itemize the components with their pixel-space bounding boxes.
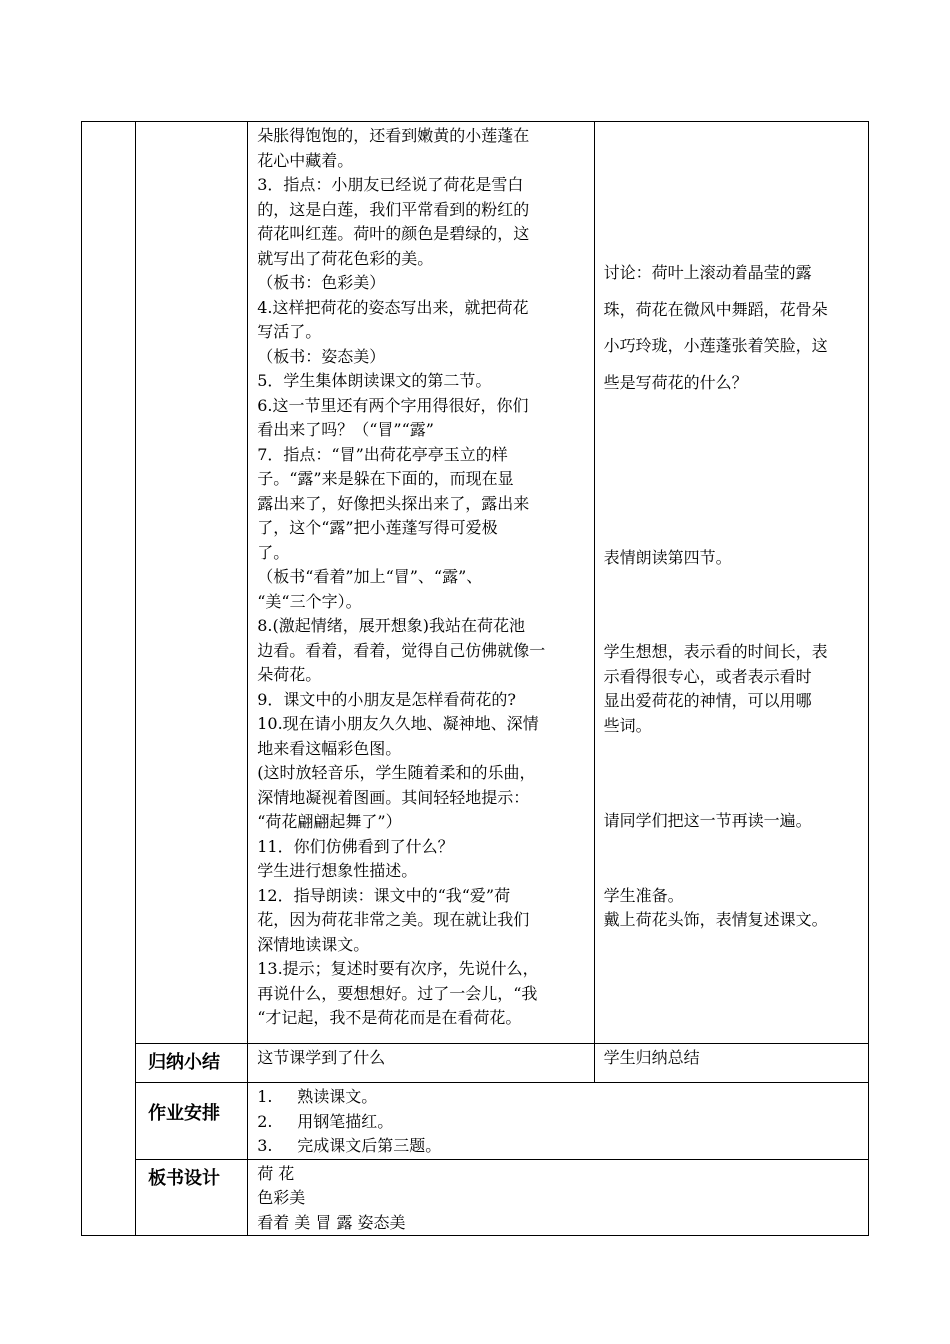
discussion-block bbox=[604, 255, 862, 401]
summary-student: 学生归纳总结 bbox=[594, 1044, 868, 1083]
teaching-line: （板书：色彩美） bbox=[257, 273, 386, 292]
discussion-line: 些是写荷花的什么？ bbox=[603, 372, 748, 392]
homework-content bbox=[248, 1083, 869, 1160]
homework-item-text: 完成课文后第三题。 bbox=[297, 1136, 442, 1155]
reread-text: 请同学们把这一节再读一遍。 bbox=[603, 811, 812, 830]
board-line: 看着 美 冒 露 姿态美 bbox=[257, 1212, 406, 1232]
homework-item-text: 用钢笔描红。 bbox=[297, 1111, 394, 1131]
teaching-line: 5．学生集体朗读课文的第二节。 bbox=[257, 371, 492, 390]
teaching-line: 4.这样把荷花的姿态写出来，就把荷花 bbox=[257, 297, 529, 317]
teaching-line: 8.(激起情绪，展开想象)我站在荷花池 bbox=[257, 616, 525, 635]
board-line: 色彩美 bbox=[257, 1188, 306, 1207]
teaching-line: （板书：姿态美） bbox=[257, 346, 386, 366]
teaching-line: 深情地读课文。 bbox=[257, 934, 370, 954]
board-content bbox=[248, 1159, 869, 1236]
homework-item bbox=[257, 1085, 862, 1110]
homework-item-number: 2. bbox=[257, 1111, 273, 1131]
teaching-line: 学生进行想象性描述。 bbox=[257, 861, 418, 880]
teaching-line: 写活了。 bbox=[257, 322, 322, 341]
teaching-line: 子。“露”来是躲在下面的，而现在显 bbox=[257, 469, 514, 488]
teaching-line: 3．指点：小朋友已经说了荷花是雪白 bbox=[257, 175, 524, 194]
teaching-line: 9．课文中的小朋友是怎样看荷花的? bbox=[257, 689, 516, 709]
student-activity-cell bbox=[594, 122, 868, 1044]
read-fourth-text: 表情朗读第四节。 bbox=[603, 548, 732, 567]
teaching-line: “才记起，我不是荷花而是在看荷花。 bbox=[257, 1008, 522, 1027]
teaching-line: 看出来了吗？（“冒”“露” bbox=[257, 420, 434, 439]
section-label-empty bbox=[136, 122, 248, 1044]
teaching-line: 边看。看着，看着，觉得自己仿佛就像一 bbox=[257, 640, 546, 660]
teaching-line: (这时放轻音乐，学生随着柔和的乐曲， bbox=[257, 763, 536, 782]
teaching-line: 花，因为荷花非常之美。现在就让我们 bbox=[257, 910, 530, 929]
discussion-line: 讨论：荷叶上滚动着晶莹的露 bbox=[603, 263, 812, 282]
teaching-line: 朵荷花。 bbox=[257, 665, 322, 684]
prepare-text: 学生准备。 bbox=[603, 886, 684, 905]
board-label: 板书设计 bbox=[136, 1159, 248, 1236]
teaching-line: “荷花翩翩起舞了”） bbox=[257, 812, 402, 831]
lesson-plan-table bbox=[81, 121, 869, 1236]
teaching-line: “美“三个字）。 bbox=[257, 591, 362, 611]
homework-item-number: 3. bbox=[257, 1136, 273, 1155]
think-line: 显出爱荷花的神情，可以用哪 bbox=[603, 691, 812, 710]
homework-item bbox=[257, 1110, 862, 1135]
teaching-line: （板书“看着”加上“冒”、“露”、 bbox=[257, 567, 483, 586]
teaching-line: 11．你们仿佛看到了什么？ bbox=[257, 836, 454, 856]
teaching-line: 13.提示；复述时要有次序，先说什么， bbox=[257, 959, 539, 978]
teaching-line: 7．指点：“冒”出荷花亭亭玉立的样 bbox=[257, 444, 508, 464]
homework-item-text: 熟读课文。 bbox=[297, 1087, 378, 1106]
think-block bbox=[604, 640, 862, 738]
retell-text: 戴上荷花头饰，表情复述课文。 bbox=[603, 910, 828, 929]
teaching-line: 12．指导朗读：课文中的“我“爱”荷 bbox=[257, 885, 511, 905]
board-design-row bbox=[82, 1159, 869, 1236]
teaching-line: 10.现在请小朋友久久地、凝神地、深情 bbox=[257, 714, 539, 733]
teaching-line: 荷花叫红莲。荷叶的颜色是碧绿的，这 bbox=[257, 224, 530, 243]
teaching-line: 朵胀得饱饱的，还看到嫩黄的小莲蓬在 bbox=[257, 126, 530, 145]
homework-row bbox=[82, 1083, 869, 1160]
think-line: 些词。 bbox=[603, 715, 652, 735]
teaching-line: 6.这一节里还有两个字用得很好，你们 bbox=[257, 395, 529, 415]
homework-item-number: 1. bbox=[257, 1087, 273, 1106]
teaching-line: 露出来了，好像把头探出来了，露出来 bbox=[257, 493, 530, 513]
teaching-line: 的，这是白莲，我们平常看到的粉红的 bbox=[257, 199, 530, 219]
teaching-process-row bbox=[82, 122, 869, 1044]
teaching-lines bbox=[257, 124, 587, 1031]
summary-content: 这节课学到了什么 bbox=[248, 1044, 594, 1083]
homework-item bbox=[257, 1134, 862, 1159]
teaching-line: 深情地凝视着图画。其间轻轻地提示： bbox=[257, 787, 530, 807]
homework-label: 作业安排 bbox=[136, 1083, 248, 1160]
teaching-line: 了。 bbox=[257, 542, 290, 562]
summary-row bbox=[82, 1044, 869, 1083]
discussion-line: 珠，荷花在微风中舞蹈，花骨朵 bbox=[603, 299, 828, 319]
think-line: 学生想想，表示看的时间长，表 bbox=[603, 642, 828, 661]
teaching-line: 再说什么，要想想好。过了一会儿，“我 bbox=[257, 983, 538, 1003]
teaching-line: 地来看这幅彩色图。 bbox=[257, 738, 402, 758]
summary-label: 归纳小结 bbox=[136, 1044, 248, 1083]
teaching-line: 了，这个“露”把小莲蓬写得可爱极 bbox=[257, 518, 498, 537]
discussion-line: 小巧玲珑，小莲蓬张着笑脸，这 bbox=[603, 336, 828, 355]
teaching-line: 就写出了荷花色彩的美。 bbox=[257, 248, 434, 268]
teaching-line: 花心中藏着。 bbox=[257, 150, 354, 170]
think-line: 示看得很专心，或者表示看时 bbox=[603, 666, 812, 686]
outer-left-cell bbox=[82, 122, 136, 1236]
teaching-content-cell bbox=[248, 122, 594, 1044]
board-line: 荷 花 bbox=[257, 1163, 295, 1183]
